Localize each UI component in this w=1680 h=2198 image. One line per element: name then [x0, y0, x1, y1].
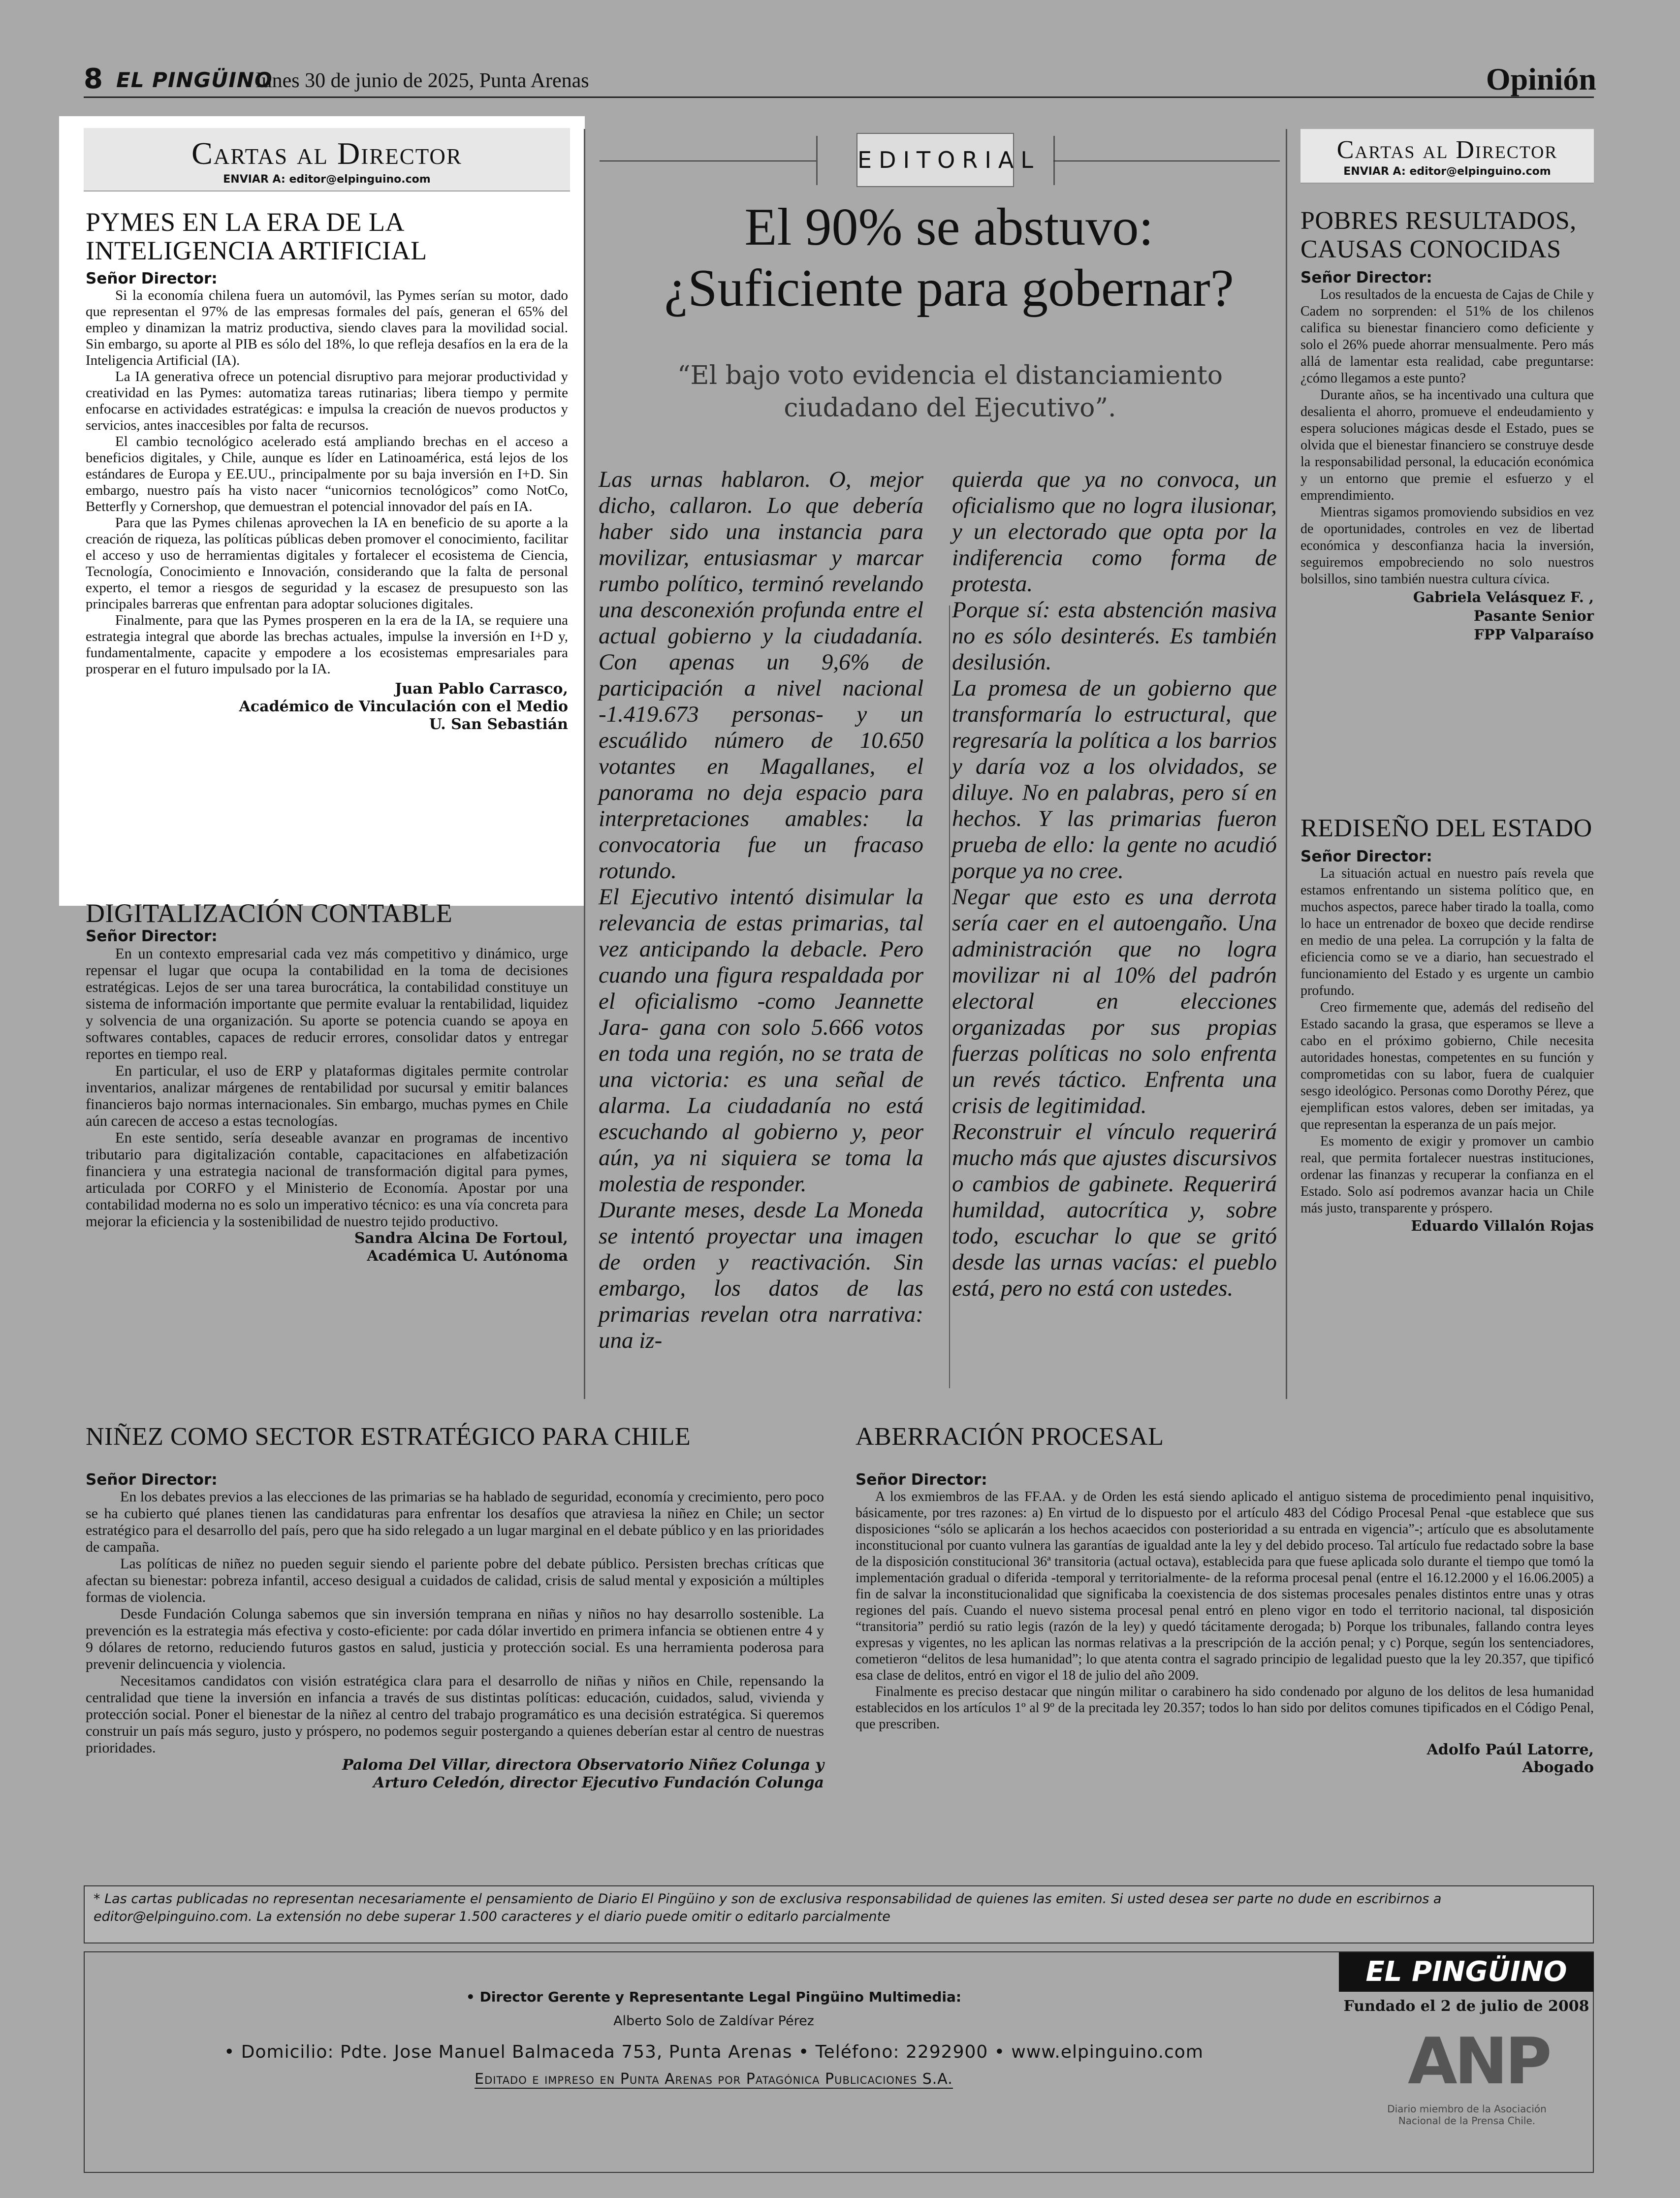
editorial-paragraph: Porque sí: esta abstención masiva no es sólo desinterés. Es también desilusión. [952, 597, 1277, 675]
editorial-paragraph: Durante meses, desde La Moneda se intentó proyectar una imagen de orden y reactivación. Sin embargo, los datos de las primarias revelan otra narrativa: una iz- [599, 1197, 923, 1353]
editorial-paragraph: quierda que ya no convoca, un oficialismo que no logra ilusionar, y un electorado que opta por la indiferencia como forma de protesta. [952, 467, 1277, 597]
letter-paragraph: La situación actual en nuestro país revela que estamos enfrentando un sistema político que, en muchos aspectos, parece haber tirado la toalla, como lo hace un entrenador de boxeo que decide rendirse en medio de una pelea. La corrupción y la falta de eficiencia como se ve a diario, han secuestrado el funcionamiento del Estado y es urgente un cambio profundo. [1300, 866, 1594, 998]
signature-line: FPP Valparaíso [1474, 626, 1594, 643]
anp-caption-line: Nacional de la Prensa Chile. [1398, 2115, 1536, 2127]
section-title: Opinión [1486, 62, 1596, 96]
letter-signature [1300, 1217, 1594, 1235]
letters-box-right [1300, 129, 1594, 184]
signature-line: Adolfo Paúl Latorre, [1426, 1741, 1594, 1758]
editorial-title [600, 197, 1299, 319]
letters-box-header [84, 128, 570, 191]
signature-line: Académico de Vinculación con el Medio [239, 698, 568, 715]
editorial-column-2 [952, 467, 1277, 1302]
letter-paragraph: En los debates previos a las elecciones de las primarias se ha hablado de seguridad, economía y crecimiento, pero poco se ha cubierto qué planes tienen las candidaturas para enfrentar los desafíos que atraviesa la niñez en Chile; un sector estratégico para el desarrollo del país, pero que ha sido relegado a un lugar marginal en el debate público y en las prioridades de campaña. [86, 1489, 824, 1555]
anp-caption [1363, 2103, 1570, 2127]
editorial-subtitle: “El bajo voto evidencia el distanciamiento ciudadano del Ejecutivo”. [677, 361, 1223, 423]
letter-ninez [86, 1423, 824, 1792]
anp-caption-line: Diario miembro de la Asociación [1387, 2103, 1547, 2115]
signature-line: Académica U. Autónoma [367, 1247, 568, 1265]
letter-aberracion [856, 1423, 1594, 1777]
editorial-paragraph: Reconstruir el vínculo requerirá mucho más que ajustes discursivos o cambios de gabinete. Requerirá humildad, autocrítica y, sobre todo, escuchar lo que se gritó desde las urnas vacías: el pueblo está, pero no está con ustedes. [952, 1119, 1277, 1301]
editorial-title-line: ¿Suficiente para gobernar? [664, 259, 1234, 318]
letter-signature [856, 1741, 1594, 1777]
letter-paragraph: Mientras sigamos promoviendo subsidios en vez de oportunidades, controles en vez de libertad económica y desconfianza hacia la inversión, seguiremos empobreciendo no solo nuestros bolsillos, sino también nuestra cultura cívica. [1300, 505, 1594, 587]
letter-paragraph: Finalmente, para que las Pymes prosperen en la era de la IA, se requiere una estrategia integral que aborde las brechas actuales, impulse la inversión en I+D y, fundamentalmente, capacite y empodere a los ecosistemas empresariales para prosperar en el futuro impulsado por la IA. [86, 612, 568, 677]
signature-line: Sandra Alcina De Fortoul, [354, 1230, 568, 1247]
letters-box-left [59, 116, 585, 906]
letter-signature [86, 680, 568, 733]
letter-title: ABERRACIÓN PROCESAL [856, 1423, 1164, 1451]
header-logo: EL PINGÜINO [116, 68, 273, 92]
signature-line: U. San Sebastián [429, 716, 568, 733]
letters-box-email: ENVIAR A: editor@elpinguino.com [1343, 165, 1551, 178]
letter-paragraph: La IA generativa ofrece un potencial disruptivo para mejorar productividad y creatividad en las Pymes: automatiza tareas rutinarias; libera tiempo y permite enfocarse en actividades estratégicas: e impulsa la creación de nuevos productos y servicios, antes inaccesibles por falta de recursos. [86, 369, 568, 433]
page-number: 8 [84, 63, 103, 95]
anp-logo: ANP [1408, 2024, 1549, 2099]
letter-salutation: Señor Director: [1300, 848, 1432, 865]
letter-salutation: Señor Director: [1300, 269, 1432, 287]
editorial-title-line: El 90% se abstuvo: [744, 198, 1154, 256]
footer-founded: Fundado el 2 de julio de 2008 [1343, 1998, 1589, 2015]
letter-salutation: Señor Director: [856, 1471, 987, 1489]
signature-line: Arturo Celedón, director Ejecutivo Fundación Colunga [373, 1774, 824, 1791]
header-date: lunes 30 de junio de 2025, Punta Arenas [256, 69, 589, 92]
letter-paragraph: Para que las Pymes chilenas aprovechen la IA en beneficio de su aporte a la creación de riqueza, las políticas públicas deben promover el conocimiento, facilitar el acceso y uso de herramientas digitales y fortalecer el ecosistema de Ciencia, Tecnología, Conocimiento e Innovación, considerando que la falta de personal experto, el temor a riesgos de seguridad y la escasez de presupuesto son las principales barreras que enfrentan para adoptar soluciones digitales. [86, 515, 568, 612]
footer-director-name: Alberto Solo de Zaldívar Pérez [613, 2013, 814, 2029]
letters-box-header [1300, 129, 1594, 184]
footer-director-label: • Director Gerente y Representante Legal Pingüino Multimedia: [466, 1989, 962, 2005]
letter-title: PYMES EN LA ERA DE LA INTELIGENCIA ARTIFICIAL [86, 207, 427, 265]
footer-printed [84, 2071, 1344, 2088]
letter-paragraph: Es momento de exigir y promover un cambio real, que permita fortalecer nuestras instituciones, ordenar las finanzas y recuperar la confianza en el Estado. Solo así podremos avanzar hacia un Chile más justo, transparente y próspero. [1300, 1134, 1594, 1216]
letter-title: DIGITALIZACIÓN CONTABLE [86, 898, 453, 928]
editorial-rule-right [1053, 160, 1280, 161]
editorial-label: EDITORIAL [856, 133, 1014, 187]
footer-logo: EL PINGÜINO [1339, 1952, 1594, 1992]
signature-line: Pasante Senior [1473, 607, 1594, 624]
editorial-paragraph: La promesa de un gobierno que transformaría lo estructural, que regresaría la política a los barrios y daría voz a los olvidados, se diluye. No en palabras, pero sí en hechos. Y las primarias fueron prueba de ello: la gente no acudió porque ya no cree. [952, 675, 1277, 884]
letter-digitalizacion [86, 899, 568, 1265]
letter-paragraph: El cambio tecnológico acelerado está ampliando brechas en el acceso a beneficios digitales, y Chile, aunque es líder en Latinoamérica, está lejos de los estándares de Europa y EE.UU., principalmente por su baja inversión en I+D. Sin embargo, nuestro país ha visto nacer “unicornios tecnológicos” como NotCo, Betterfly y Cornershop, que demuestran el potencial innovador del país en IA. [86, 434, 568, 514]
letters-box-email: ENVIAR A: editor@elpinguino.com [223, 173, 431, 186]
letter-paragraph: Desde Fundación Colunga sabemos que sin inversión temprana en niñas y niños no hay desarrollo sostenible. La prevención es la estrategia más efectiva y costo-eficiente: por cada dólar invertido en primera infancia se obtienen entre 4 y 9 dólares de retorno, reduciendo futuros gastos en salud, justicia y protección social. Es una herramienta poderosa para prevenir delincuencia y violencia. [86, 1606, 824, 1672]
letter-paragraph: A los exmiembros de las FF.AA. y de Orden les está siendo aplicado el antiguo sistema de procedimiento penal inquisitivo, básicamente, por tres razones: a) En virtud de lo dispuesto por el artículo 483 del Código Procesal Penal -que establece que sus disposiciones “sólo se aplicarán a los hechos acaecidos con posterioridad a su entrada en vigencia”-; artículo que es absolutamente inconstitucional por cuanto vulnera las garantías de igualdad ante la ley y del debido proceso. Tal artículo fue redactado sobre la base de la disposición constitucional 36ª transitoria (actual octava), establecida para que fuese aplicada solo durante el tiempo que tomó la implementación gradual o diferida -temporal y territorialmente- de la reforma procesal penal (entre el 16.12.2000 y el 16.06.2005) a fin de salvar la inconstitucionalidad que significaba la coexistencia de dos sistemas procesales penales distintos entre unas y otras regiones del país. Cuando el nuevo sistema procesal penal entró en pleno vigor en todo el territorio nacional, tal disposición “transitoria” perdió su ratio legis (razón de la ley) y quedó tácitamente derogada; b) Porque los tribunales, fallando contra leyes expresas y vigentes, no les aplican las normas relativas a la prescripción de la acción penal; y c) Porque, según los sentenciadores, cometieron “delitos de lesa humanidad”; lo que atenta contra el sagrado principio de legalidad puesto que la ley 20.357, que tipificó esa clase de delitos, entró en vigor el 18 de julio del año 2009. [856, 1489, 1594, 1683]
letter-signature [86, 1756, 824, 1792]
letter-rediseno [1300, 814, 1594, 1235]
letter-paragraph: Finalmente es preciso destacar que ningún militar o carabinero ha sido condenado por alguno de los delitos de lesa humanidad establecidos en los artículos 1º al 9º de la precitada ley 20.357; todos lo han sido por delitos comunes tipificados en el Código Penal, que prescriben. [856, 1684, 1594, 1732]
signature-line: Abogado [1522, 1759, 1594, 1776]
letter-title: NIÑEZ COMO SECTOR ESTRATÉGICO PARA CHILE [86, 1423, 691, 1451]
disclaimer: * Las cartas publicadas no representan necesariamente el pensamiento de Diario El Pingüino y son de exclusiva responsabilidad de quienes las emiten. Si usted desea ser parte no dude en escribirnos a editor@elpinguino.com. La extensión no debe superar 1.500 caracteres y el diario puede omitir o editarlo parcialmente [84, 1885, 1594, 1943]
letter-salutation: Señor Director: [86, 1471, 218, 1489]
letter-salutation: Señor Director: [86, 927, 218, 945]
letter-paragraph: Las políticas de niñez no pueden seguir siendo el pariente pobre del debate público. Persisten brechas críticas que afectan su bienestar: pobreza infantil, acceso desigual a cuidados de calidad, crisis de salud mental y exposición a múltiples formas de violencia. [86, 1556, 824, 1605]
letter-pymes [86, 208, 568, 733]
letter-signature [86, 1230, 568, 1265]
footer-printed-text: Editado e impreso en Punta Arenas por Patagónica Publicaciones S.A. [475, 2071, 953, 2088]
letter-pobres [1300, 207, 1594, 644]
signature-line: Juan Pablo Carrasco, [395, 680, 568, 698]
editorial-column-1 [599, 467, 923, 1354]
column-divider [584, 129, 585, 1399]
footer-address: • Domicilio: Pdte. Jose Manuel Balmaceda 753, Punta Arenas • Teléfono: 2292900 • www.elpinguino.com [224, 2042, 1204, 2062]
letter-paragraph: En particular, el uso de ERP y plataformas digitales permite controlar inventarios, analizar márgenes de rentabilidad por sucursal y emitir balances financieros bajo normas internacionales. Sin embargo, muchas pymes en Chile aún carecen de acceso a estas tecnologías. [86, 1062, 568, 1129]
letter-paragraph: En este sentido, sería deseable avanzar en programas de incentivo tributario para digitalización contable, capacitaciones en alfabetización financiera y una estrategia nacional de transformación digital para pymes, articulada por CORFO y el Ministerio de Economía. Apostar por una contabilidad moderna no es solo un imperativo técnico: es una vía concreta para mejorar la eficiencia y la sostenibilidad de nuestro tejido productivo. [86, 1129, 568, 1230]
letters-box-title: Cartas al Director [1336, 136, 1558, 164]
letter-salutation: Señor Director: [86, 270, 218, 287]
signature-line: Eduardo Villalón Rojas [1411, 1217, 1594, 1234]
editorial-paragraph: Negar que esto es una derrota sería caer en el autoengaño. Una administración que no logra movilizar ni al 10% del padrón electoral en elecciones organizadas por sus propias fuerzas políticas no solo enfrenta un revés táctico. Enfrenta una crisis de legitimidad. [952, 884, 1277, 1118]
editorial-paragraph: Las urnas hablaron. O, mejor dicho, callaron. Lo que debería haber sido una instancia para movilizar, entusiasmar y marcar rumbo político, terminó revelando una desconexión profunda entre el actual gobierno y la ciudadanía. Con apenas un 9,6% de participación a nivel nacional -1.419.673 personas- y un escuálido número de 10.650 votantes en Magallanes, el panorama no deja espacio para interpretaciones amables: la convocatoria fue un fracaso rotundo. [599, 467, 923, 884]
column-divider [949, 605, 950, 1388]
letter-paragraph: Durante años, se ha incentivado una cultura que desalienta el ahorro, promueve el endeudamiento y espera soluciones mágicas desde el Estado, pues se olvida que el bienestar financiero se construye desde la responsabilidad personal, la educación económica y un entorno que premie el esfuerzo y el emprendimiento. [1300, 387, 1594, 503]
letter-title: REDISEÑO DEL ESTADO [1300, 814, 1592, 842]
letter-paragraph: Si la economía chilena fuera un automóvil, las Pymes serían su motor, dado que representan el 97% de las empresas formales del país, generan el 65% del empleo y dinamizan la matriz productiva, siendo claves para la movilidad social. Sin embargo, su aporte al PIB es sólo del 18%, lo que refleja desafíos en la era de la Inteligencia Artificial (IA). [86, 287, 568, 368]
letter-paragraph: Necesitamos candidatos con visión estratégica clara para el desarrollo de niñas y niños en Chile, repensando la centralidad que tiene la inversión en infancia a través de sus distintas políticas: educación, cuidados, salud, vivienda y protección social. Poner el bienestar de la niñez al centro del trabajo programático es una decisión estratégica. Si queremos construir un país más seguro, justo y próspero, no podemos seguir postergando a quienes deberían estar al centro de nuestras prioridades. [86, 1673, 824, 1756]
column-divider [1286, 129, 1287, 1399]
letter-title: POBRES RESULTADOS, CAUSAS CONOCIDAS [1300, 207, 1577, 263]
editorial-paragraph: El Ejecutivo intentó disimular la relevancia de estas primarias, tal vez anticipando la debacle. Pero cuando una figura respaldada por el oficialismo -como Jeannette Jara- gana con solo 5.666 votos en toda una región, no se trata de una victoria: es una señal de alarma. La ciudadanía no está escuchando al gobierno y, peor aún, ya ni siquiera se toma la molestia de responder. [599, 884, 923, 1197]
letter-paragraph: Creo firmemente que, además del rediseño del Estado sacando la grasa, que esperamos se lleve a cabo en el próximo gobierno, Chile necesita autoridades honestas, competentes en su función y comprometidas con su labor, fuera de cualquier sesgo ideológico. Personas como Dorothy Pérez, que ejemplifican estos valores, deben ser imitadas, ya que representan la esperanza de un país mejor. [1300, 1000, 1594, 1132]
editorial-tick [816, 136, 818, 185]
editorial-rule-left [600, 160, 816, 161]
letters-box-title: Cartas al Director [191, 136, 462, 171]
letter-signature [1300, 588, 1594, 644]
signature-line: Paloma Del Villar, directora Observatorio Niñez Colunga y [342, 1756, 824, 1774]
header-rule [84, 96, 1594, 98]
letter-paragraph: En un contexto empresarial cada vez más competitivo y dinámico, urge repensar el lugar que ocupa la contabilidad en la toma de decisiones estratégicas. Lejos de ser una tarea burocrática, la contabilidad constituye un sistema de información importante que permite evaluar la rentabilidad, liquidez y solvencia de una organización. Su aporte se potencia cuando se apoya en softwares contables, capaces de reducir errores, consolidar datos y entregar reportes en tiempo real. [86, 945, 568, 1062]
signature-line: Gabriela Velásquez F. , [1413, 589, 1594, 605]
letter-paragraph: Los resultados de la encuesta de Cajas de Chile y Cadem no sorprenden: el 51% de los chilenos califica su bienestar financiero como deficiente y solo el 26% puede ahorrar mensualmente. Pero más allá de lamentar esta realidad, cabe preguntarse: ¿cómo llegamos a este punto? [1300, 287, 1594, 386]
